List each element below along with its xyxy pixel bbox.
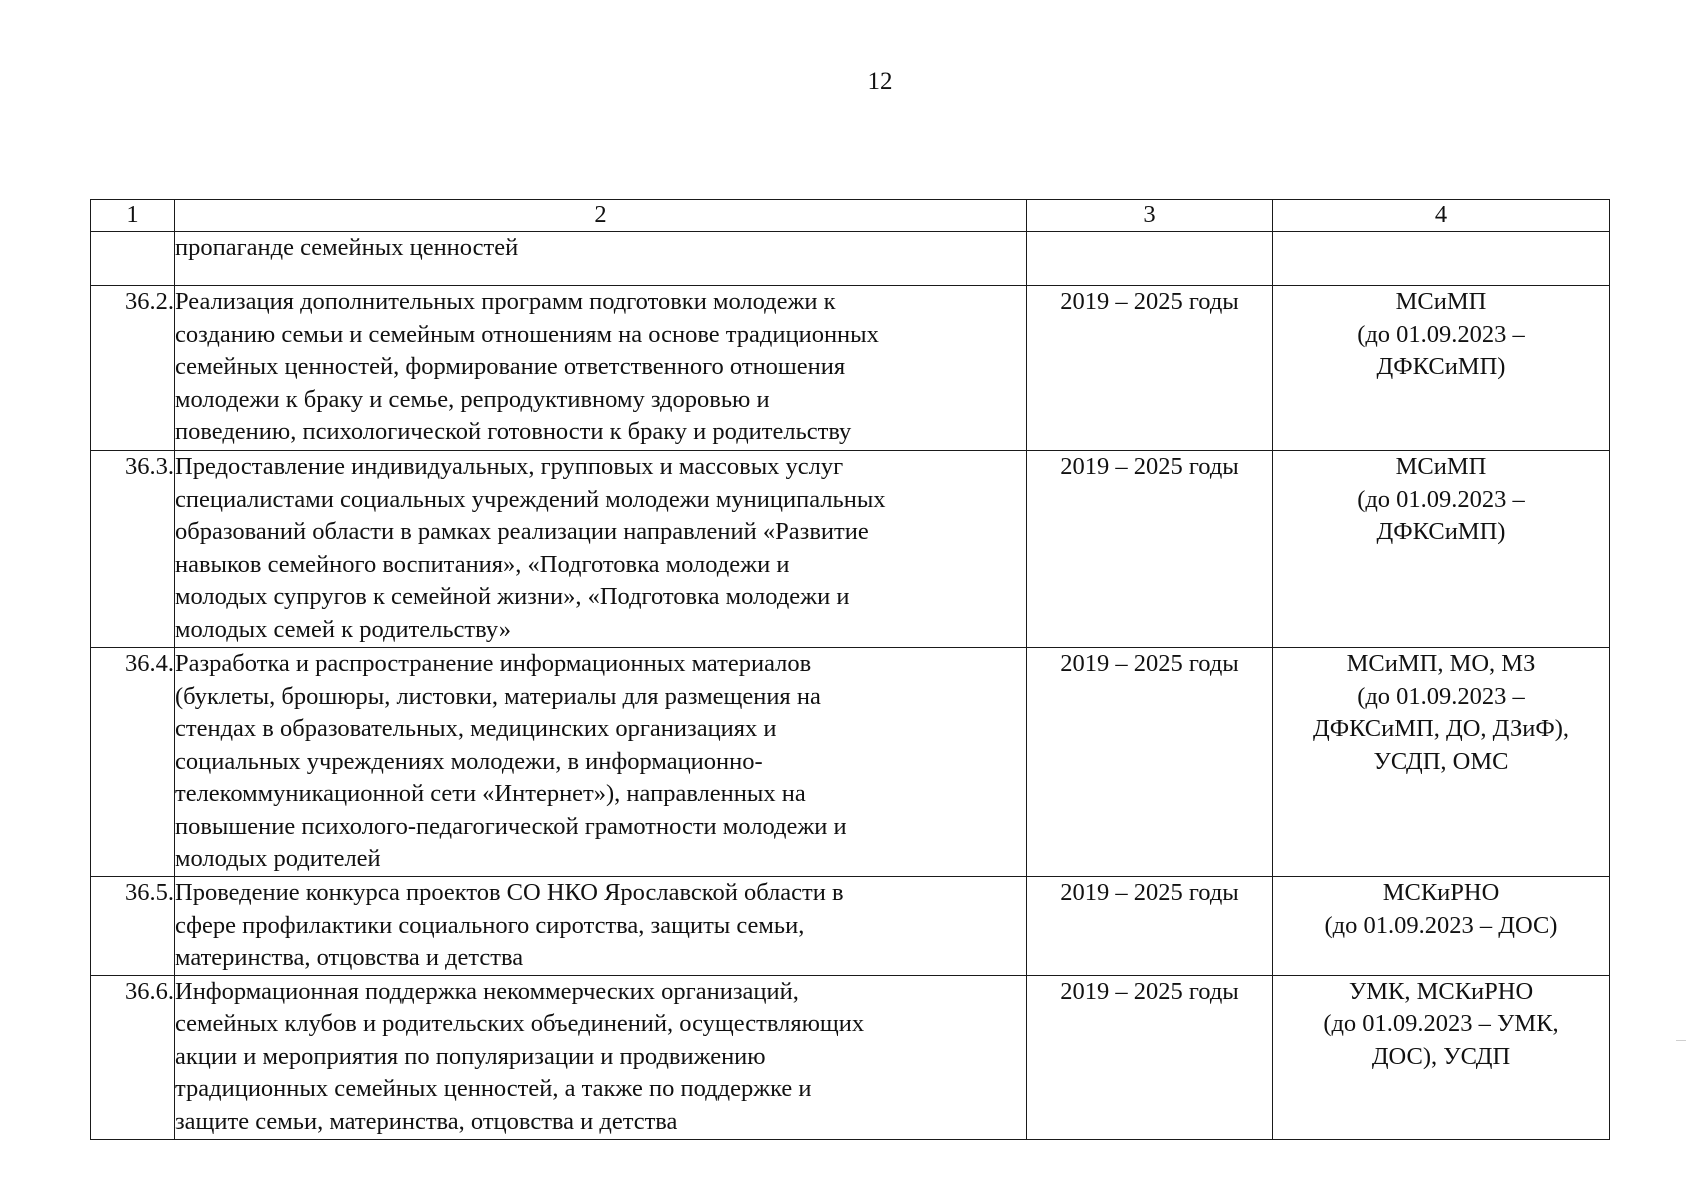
event-line: материнства, отцовства и детства bbox=[175, 944, 524, 971]
period-cell: 2019 – 2025 годы bbox=[1027, 877, 1273, 976]
table-row bbox=[91, 648, 1610, 877]
period-cell: 2019 – 2025 годы bbox=[1027, 975, 1273, 1139]
event-line: молодых супругов к семейной жизни», «Подготовка молодежи и bbox=[175, 583, 850, 610]
activities-table bbox=[90, 199, 1610, 1140]
header-col-1: 1 bbox=[91, 200, 175, 232]
row-number: 36.4. bbox=[91, 648, 175, 877]
event-description bbox=[175, 877, 1027, 976]
event-description bbox=[175, 975, 1027, 1139]
event-line: сфере профилактики социального сиротства, защиты семьи, bbox=[175, 911, 805, 939]
executor-line: МСиМП bbox=[1395, 288, 1487, 315]
executor-cell bbox=[1273, 975, 1610, 1139]
event-line: Предоставление индивидуальных, групповых и массовых услуг bbox=[175, 453, 844, 480]
row-number: 36.5. bbox=[91, 877, 175, 976]
scan-edge-mark bbox=[1676, 1040, 1686, 1041]
executor-line: ДОС), УСДП bbox=[1371, 1042, 1511, 1070]
event-line: защите семьи, материнства, отцовства и детства bbox=[175, 1107, 678, 1135]
executor-line: (до 01.09.2023 – bbox=[1357, 485, 1525, 513]
header-col-2: 2 bbox=[175, 200, 1027, 232]
event-description bbox=[175, 451, 1027, 648]
event-line: Проведение конкурса проектов СО НКО Ярославской области в bbox=[175, 879, 844, 906]
executor-line: (до 01.09.2023 – ДОС) bbox=[1324, 911, 1558, 939]
executor-line: ДФКСиМП) bbox=[1376, 353, 1506, 380]
event-line: молодых семей к родительству» bbox=[175, 615, 511, 643]
row-number: 36.6. bbox=[91, 975, 175, 1139]
event-line: традиционных семейных ценностей, а также по поддержке и bbox=[175, 1075, 812, 1102]
executor-line: (до 01.09.2023 – bbox=[1357, 682, 1525, 710]
event-line: навыков семейного воспитания», «Подготовка молодежи и bbox=[175, 550, 790, 578]
row-number: 36.3. bbox=[91, 451, 175, 648]
event-line: Реализация дополнительных программ подготовки молодежи к bbox=[175, 288, 836, 315]
executor-cell bbox=[1273, 877, 1610, 976]
header-col-4: 4 bbox=[1273, 200, 1610, 232]
period-cell: 2019 – 2025 годы bbox=[1027, 286, 1273, 451]
event-line: пропаганде семейных ценностей bbox=[175, 234, 519, 261]
event-description bbox=[175, 648, 1027, 877]
event-description bbox=[175, 286, 1027, 451]
event-line: Информационная поддержка некоммерческих организаций, bbox=[175, 977, 799, 1005]
event-description bbox=[175, 232, 1027, 286]
event-line: молодежи к браку и семье, репродуктивному здоровью и bbox=[175, 385, 770, 413]
executor-line: МСиМП bbox=[1395, 453, 1487, 480]
executor-cell bbox=[1273, 232, 1610, 286]
event-line: семейных ценностей, формирование ответственного отношения bbox=[175, 353, 846, 380]
event-line: молодых родителей bbox=[175, 845, 381, 872]
event-line: повышение психолого-педагогической грамотности молодежи и bbox=[175, 812, 847, 840]
executor-line: (до 01.09.2023 – УМК, bbox=[1323, 1010, 1559, 1037]
header-row bbox=[91, 200, 1610, 232]
period-cell: 2019 – 2025 годы bbox=[1027, 648, 1273, 877]
event-line: специалистами социальных учреждений молодежи муниципальных bbox=[175, 485, 886, 513]
event-line: образований области в рамках реализации направлений «Развитие bbox=[175, 518, 869, 545]
event-line: семейных клубов и родительских объединений, осуществляющих bbox=[175, 1010, 865, 1037]
header-col-3: 3 bbox=[1027, 200, 1273, 232]
table-row bbox=[91, 286, 1610, 451]
table-row-continuation bbox=[91, 232, 1610, 286]
executor-line: УМК, МСКиРНО bbox=[1348, 977, 1534, 1005]
table-row bbox=[91, 975, 1610, 1139]
executor-line: МСиМП, МО, МЗ bbox=[1346, 650, 1536, 677]
event-line: телекоммуникационной сети «Интернет»), направленных на bbox=[175, 780, 806, 807]
executor-line: (до 01.09.2023 – bbox=[1357, 320, 1525, 348]
event-line: стендах в образовательных, медицинских организациях и bbox=[175, 715, 777, 742]
executor-cell bbox=[1273, 286, 1610, 451]
executor-cell bbox=[1273, 648, 1610, 877]
event-line: акции и мероприятия по популяризации и продвижению bbox=[175, 1042, 766, 1070]
page-number: 12 bbox=[867, 68, 893, 95]
table-row bbox=[91, 451, 1610, 648]
executor-line: ДФКСиМП) bbox=[1376, 518, 1506, 545]
event-line: Разработка и распространение информационных материалов bbox=[175, 650, 812, 677]
executor-cell bbox=[1273, 451, 1610, 648]
period-cell bbox=[1027, 232, 1273, 286]
executor-line: МСКиРНО bbox=[1382, 879, 1500, 906]
executor-line: ДФКСиМП, ДО, ДЗиФ), bbox=[1313, 715, 1569, 742]
event-line: (буклеты, брошюры, листовки, материалы для размещения на bbox=[175, 682, 821, 710]
event-line: социальных учреждениях молодежи, в информационно- bbox=[175, 747, 763, 775]
event-line: созданию семьи и семейным отношениям на основе традиционных bbox=[175, 320, 879, 348]
table-row bbox=[91, 877, 1610, 976]
executor-line: УСДП, ОМС bbox=[1373, 747, 1509, 775]
event-line: поведению, психологической готовности к браку и родительству bbox=[175, 418, 852, 445]
row-number: 36.2. bbox=[91, 286, 175, 451]
row-number bbox=[91, 232, 175, 286]
period-cell: 2019 – 2025 годы bbox=[1027, 451, 1273, 648]
